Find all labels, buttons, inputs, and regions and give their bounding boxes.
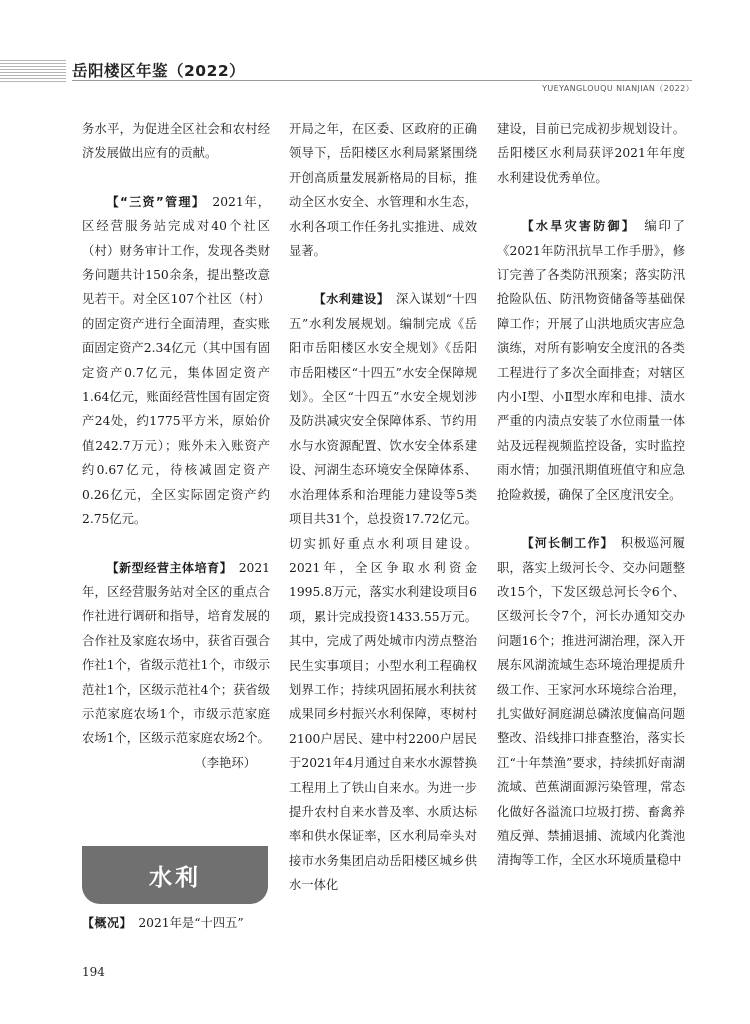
section-new-business-entities [82, 556, 270, 751]
paragraph-continued: 开局之年，在区委、区政府的正确领导下，岳阳楼区水利局紧紧围绕开创高质量发展新格局的目标，推动全区水安全、水管理和水生态，水利各项工作任务扎实推进、成效显著。 [289, 122, 477, 259]
section-river-chief-system [497, 531, 685, 873]
section-flood-drought-defense [497, 214, 685, 507]
yearbook-title: 岳阳楼区年鉴（2022） [72, 62, 246, 80]
section-text: 2021年是“十四五” [138, 916, 244, 930]
section-water-construction [289, 287, 477, 897]
section-overview [82, 911, 270, 935]
author-credit: （李艳环） [194, 755, 256, 770]
yearbook-subtitle: YUEYANGLOUQU NIANJIAN（2022） [542, 84, 694, 93]
section-text: 2021年，区经营服务站完成对40个社区（村）财务审计工作，发现各类财务问题共计150余条，提出整改意见若干。对全区107个社区（村）的固定资产进行全面清理，查实账面固定资产2.34亿元（其中国有固定资产0.7亿元，集体固定资产1.64亿元，账面经营性国有固定资产24处，约1775平方米，原始价值242.7万元）；账外未入账资产约0.67亿元，待核减固定资产0.26亿元，全区实际固定资产约2.75亿元。 [82, 194, 270, 527]
section-text: 2021年，区经营服务站对全区的重点合作社进行调研和指导，培育发展的合作社及家庭农场中，获省百强合作社1个，省级示范社1个，市级示范社1个，区级示范社4个；获省级示范家庭农场1个，市级示范家庭农场1个，区级示范家庭农场2个。 [82, 560, 270, 746]
section-title: 【河长制工作】 [521, 536, 608, 551]
column-3 [497, 117, 685, 873]
page-number: 194 [82, 965, 105, 979]
paragraph-continued: 务水平，为促进全区社会和农村经济发展做出应有的贡献。 [82, 122, 270, 161]
section-title: 【概况】 [82, 916, 127, 930]
chapter-banner-water: 水利 [82, 846, 268, 904]
section-title: 【新型经营主体培育】 [106, 560, 227, 575]
section-sanzi [82, 190, 270, 532]
page-header [0, 0, 750, 110]
header-rule [72, 80, 692, 81]
section-text: 积极巡河履职，落实上级河长令、交办问题整改15个，下发区级总河长令6个、区级河长令7个，河长办通知交办问题16个；推进河湖治理，深入开展东风湖流域生态环境治理提质升级工作、王家河水环境综合治理，扎实做好洞庭湖总磷浓度偏高问题整改、沿线排口排查整治，落实长江“十年禁渔”要求，持续抓好南湖流域、芭蕉湖面源污染管理，常态化做好各溢流口垃圾打捞、畜禽养殖反弹、禁捕退捕、流域内化粪池清掏等工作，全区水环境质量稳中 [497, 536, 685, 868]
section-title: 【水利建设】 [313, 292, 384, 307]
section-title: 【水旱灾害防御】 [521, 219, 631, 234]
section-title: 【“三资”管理】 [106, 194, 200, 209]
header-stripes-decoration [0, 60, 66, 82]
section-text: 编印了《2021年防汛抗旱工作手册》，修订完善了各类防汛预案；落实防汛抢险队伍、防汛物资储备等基础保障工作；开展了山洪地质灾害应急演练，对所有影响安全度汛的各类工程进行了多次全面排查；对辖区内小Ⅰ型、小Ⅱ型水库和电排、渍水严重的内渍点安装了水位雨量一体站及远程视频监控设备，实时监控雨水情；加强汛期值班值守和应急抢险救援，确保了全区度汛安全。 [497, 219, 685, 502]
column-2 [289, 117, 477, 898]
column-1 [82, 117, 270, 775]
paragraph-continued: 建设，目前已完成初步规划设计。岳阳楼区水利局获评2021年年度水利建设优秀单位。 [497, 122, 685, 185]
section-text: 深入谋划“十四五”水利发展规划。编制完成《岳阳市岳阳楼区水安全规划》《岳阳市岳阳楼区“十四五”水安全保障规划》。全区“十四五”水安全规划涉及防洪减灾安全保障体系、节约用水与水资源配置、饮水安全体系建设、河湖生态环境安全保障体系、水治理体系和治理能力建设等5类项目共31个，总投资17.72亿元。切实抓好重点水利项目建设。2021年，全区争取水利资金1995.8万元，落实水利建设项目6项，累计完成投资1433.55万元。其中，完成了两处城市内涝点整治民生实事项目；小型水利工程确权划界工作；持续巩固拓展水利扶贫成果同乡村振兴水利保障，枣树村2100户居民、建中村2200户居民于2021年4月通过自来水水源替换工程用上了铁山自来水。为进一步提升农村自来水普及率、水质达标率和供水保证率，区水利局牵头对接市水务集团启动岳阳楼区城乡供水一体化 [289, 292, 477, 893]
